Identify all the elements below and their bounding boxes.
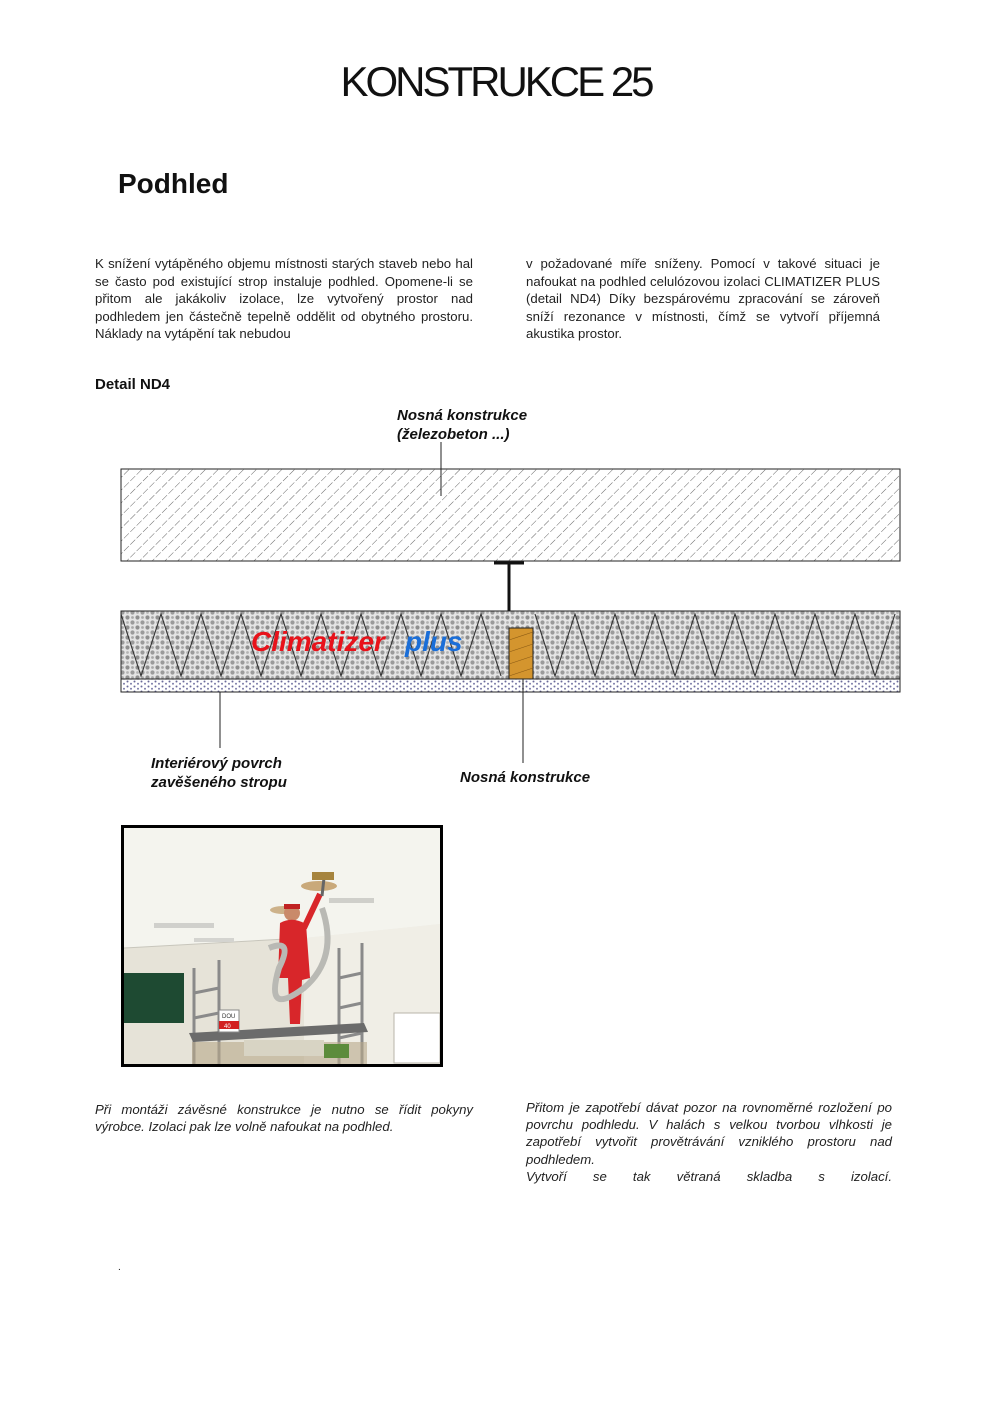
- label-interior-surface: [151, 754, 287, 792]
- bucket-label-1: DOU: [222, 1014, 236, 1020]
- concrete-slab: [121, 469, 900, 561]
- label-load-bearing-top: [397, 406, 527, 444]
- ceiling-board: [121, 679, 900, 692]
- installation-photo-illustration: [124, 828, 440, 1064]
- footer-mark: .: [118, 1262, 121, 1273]
- timber-joist: [509, 628, 533, 679]
- label-load-bearing-top-line2: (železobeton ...): [397, 426, 510, 443]
- intro-paragraph-left: K snížení vytápěného objemu místnosti starých staveb nebo hal se často pod existující strop instaluje podhled. Opomene-li se přitom ale jakákoliv izolace, lze vytvořený prostor nad podhledem jen částečně tepelně oddělit od obytného prostoru. Náklady na vytápění tak nebudou: [95, 256, 473, 342]
- label-interior-surface-line1: Interiérový povrch: [151, 755, 282, 772]
- caption-right-line1: Přitom je zapotřebí dávat pozor na rovnoměrné rozložení po povrchu podhledu. V halách s velkou tvorbou vlhkosti je zapotřebí vytvořit provětrávání vzniklého prostoru nad podhledem.: [526, 1100, 892, 1167]
- section-title: Podhled: [118, 168, 229, 199]
- caption-left: Při montáži závěsné konstrukce je nutno se řídit pokyny výrobce. Izolaci pak lze volně nafoukat na podhled.: [95, 1102, 473, 1135]
- label-load-bearing-top-line1: Nosná konstrukce: [397, 407, 528, 424]
- page-title: KONSTRUKCE 25: [340, 58, 652, 105]
- installation-photo: [121, 825, 443, 1067]
- brand-climatizer: Climatizer: [251, 626, 385, 657]
- caption-right: [526, 1099, 892, 1185]
- brand-plus: plus: [405, 626, 463, 657]
- label-interior-surface-line2: zavěšeného stropu: [151, 774, 287, 791]
- bucket-label-2: 40: [224, 1024, 231, 1030]
- label-load-bearing-joist: Nosná konstrukce: [460, 769, 591, 786]
- caption-right-line2: Vytvoří se tak větraná skladba s izolací.: [526, 1168, 892, 1184]
- detail-heading: Detail ND4: [95, 376, 171, 393]
- intro-paragraph-right: v požadované míře sníženy. Pomocí v takové situaci je nafoukat na podhled celulózovou izolaci CLIMATIZER PLUS (detail ND4) Díky bezspárovému zpracování se zároveň sníží rezonance v místnosti, čímž se vytvoří příjemná akustika prostor.: [526, 256, 880, 342]
